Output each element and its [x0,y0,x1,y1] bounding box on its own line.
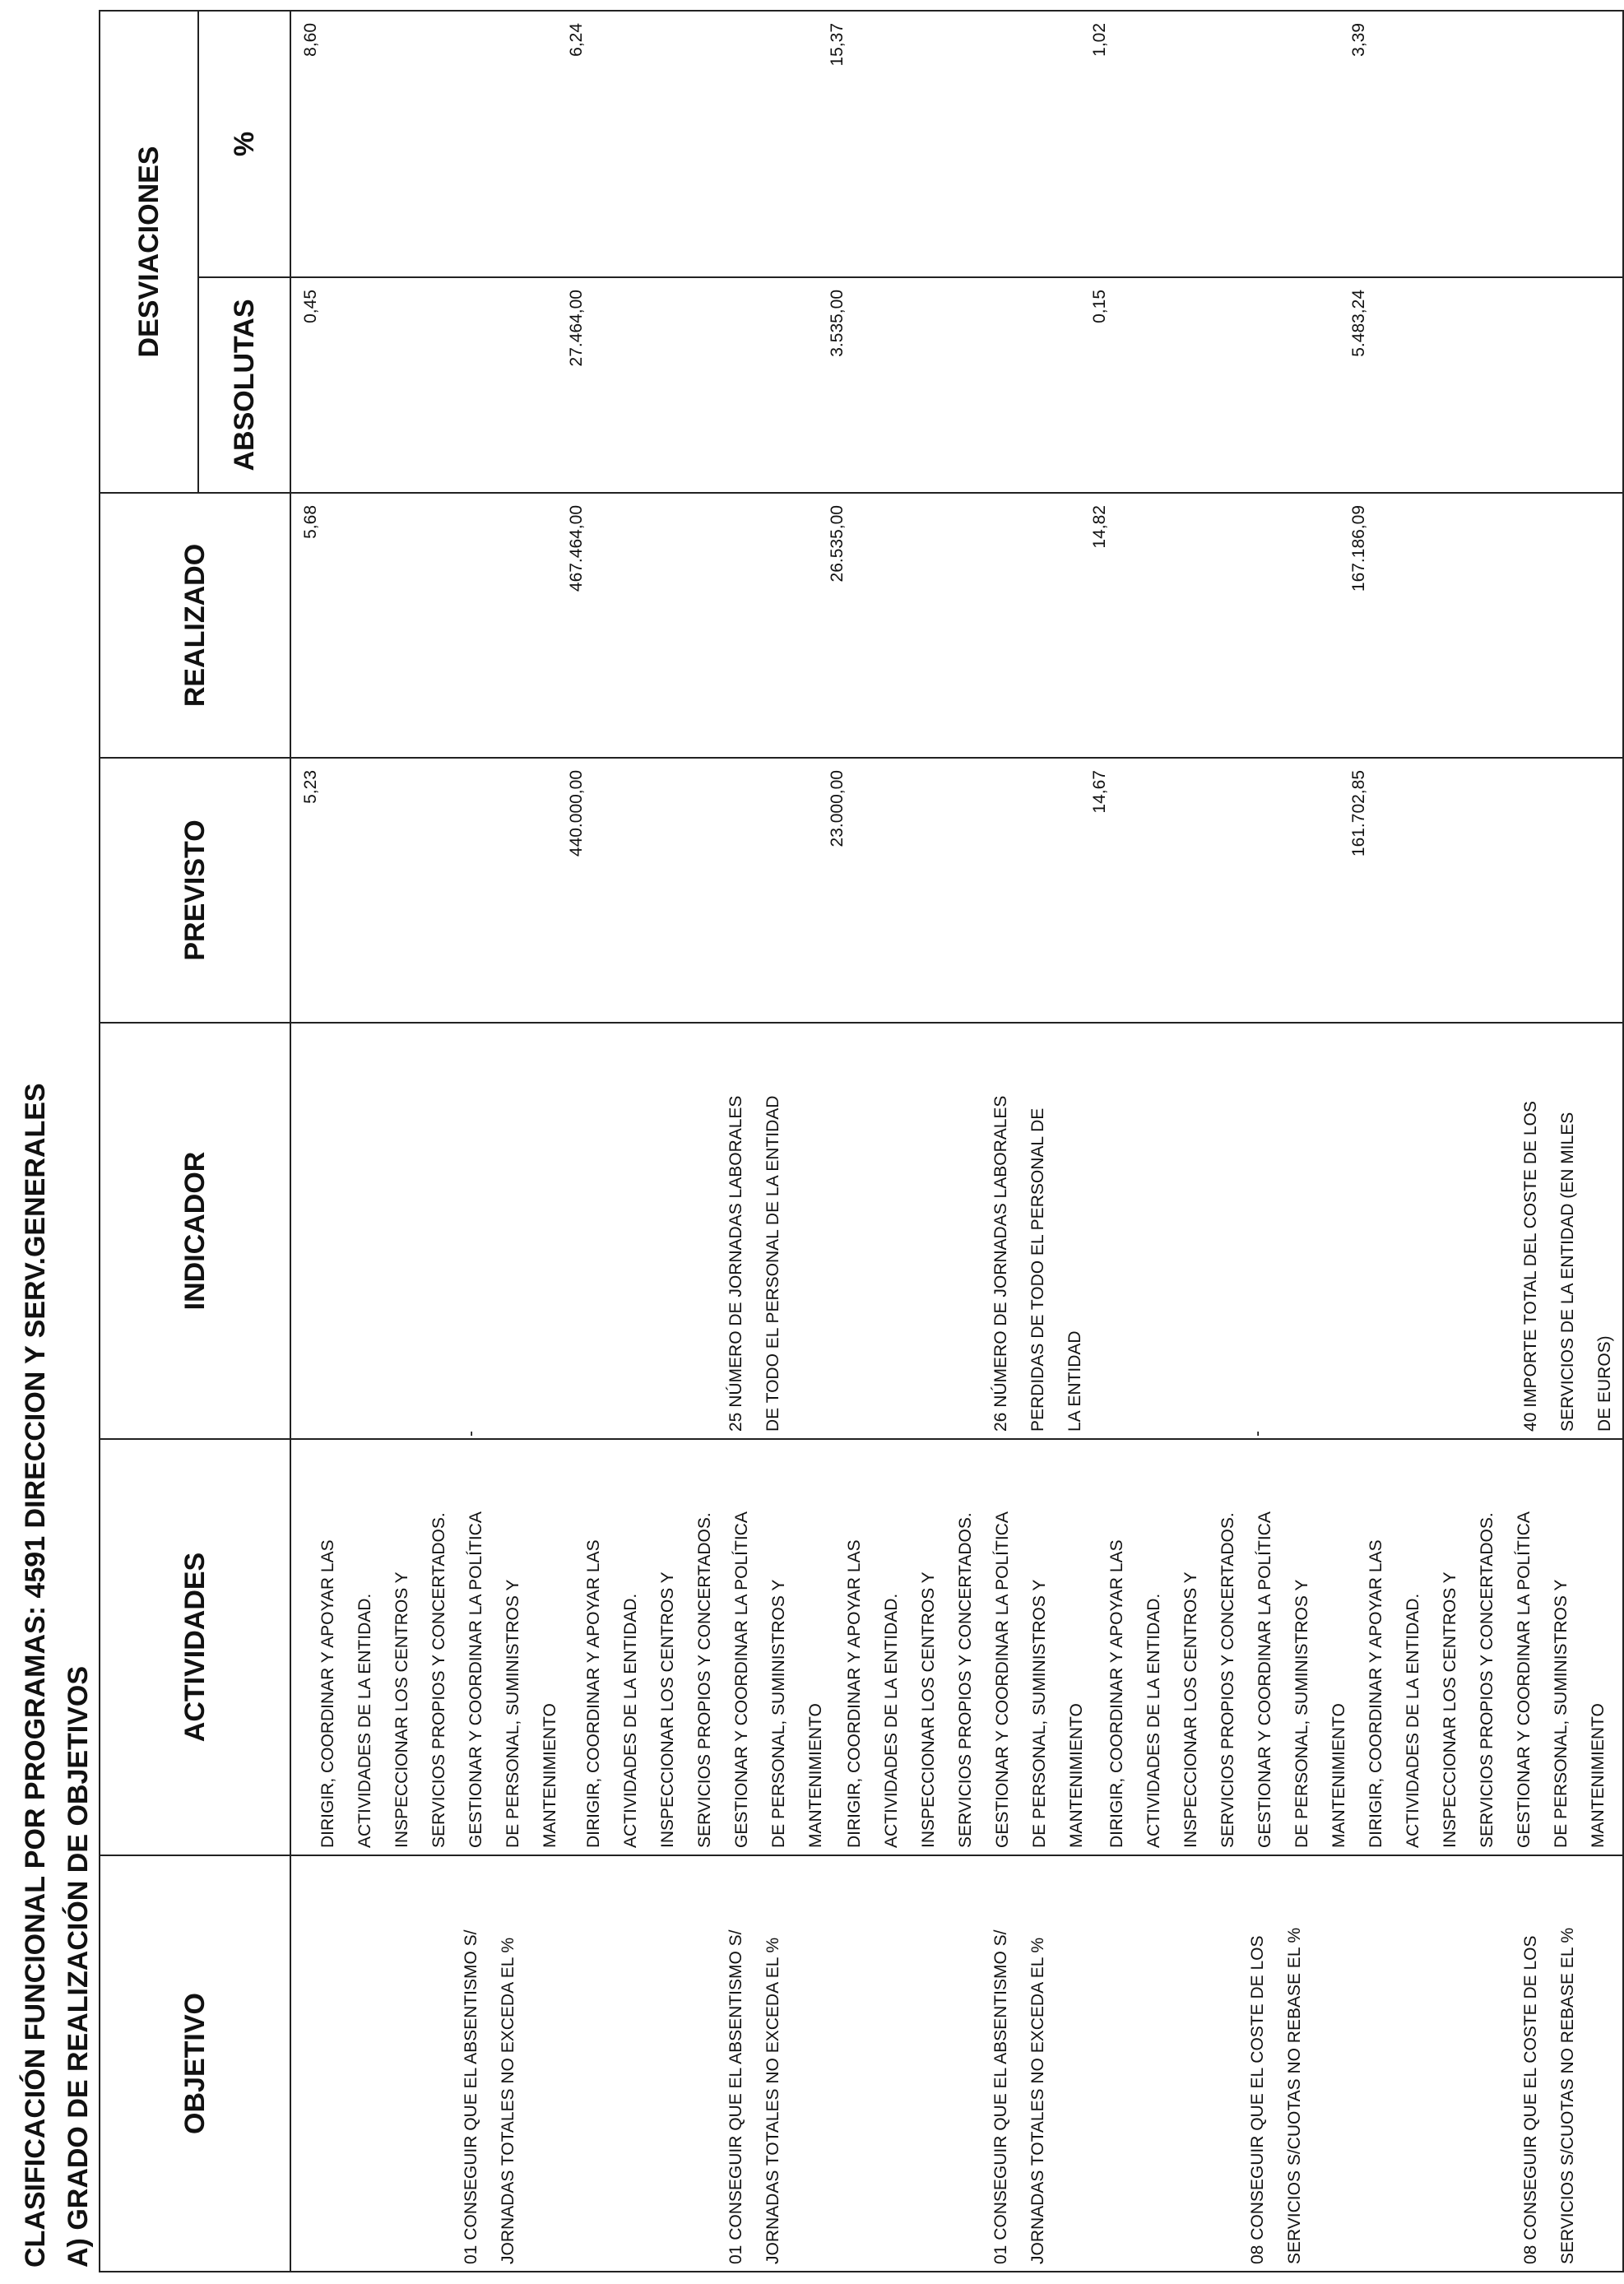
indicador-cell-line: DE TODO EL PERSONAL DE LA ENTIDAD [763,1095,782,1432]
previsto-value: 5,23 [301,770,320,804]
objetivo-cell-line: JORNADAS TOTALES NO EXCEDA EL % [499,1937,517,2264]
indicador-cell [452,1024,490,1438]
absolutas-value: 27.464,00 [567,290,586,367]
actividades-cell-line: INSPECCIONAR LOS CENTROS Y [1441,1571,1459,1848]
actividades-cell-line: DE PERSONAL, SUMINISTROS Y [503,1579,522,1848]
objetivo-cell [1239,1856,1313,2271]
actividades-cell-line: DE PERSONAL, SUMINISTROS Y [769,1579,788,1848]
actividades-cell-line: MANTENIMIENTO [1067,1703,1086,1848]
objetivo-cell-line: 01 CONSEGUIR QUE EL ABSENTISMO S/ [462,1929,480,2264]
objetivo-cell [717,1856,791,2271]
previsto-column [291,759,1622,1022]
previsto-value: 161.702,85 [1349,770,1368,857]
actividades-cell [575,1440,834,1855]
actividades-cell-line: SERVICIOS PROPIOS Y CONCERTADOS. [695,1512,714,1848]
page-title: CLASIFICACIÓN FUNCIONAL POR PROGRAMAS: 4591 DIRECCION Y SERV.GENERALES [20,1083,51,2268]
actividades-cell-line: SERVICIOS PROPIOS Y CONCERTADOS. [1478,1512,1496,1848]
objetivo-cell-line: JORNADAS TOTALES NO EXCEDA EL % [1028,1937,1047,2264]
indicador-cell-line: - [462,1431,480,1437]
previsto-value: 14,67 [1090,770,1109,814]
objetivo-cell-line: 08 CONSEGUIR QUE EL COSTE DE LOS [1248,1935,1267,2264]
actividades-cell-line: GESTIONAR Y COORDINAR LA POLÍTICA [466,1511,485,1848]
indicador-cell-line: SERVICIOS DE LA ENTIDAD (EN MILES [1558,1112,1577,1432]
objetivo-cell-line: JORNADAS TOTALES NO EXCEDA EL % [763,1937,782,2264]
objetivo-cell-line: SERVICIOS S/CUOTAS NO REBASE EL % [1558,1927,1577,2264]
objetivo-cell [982,1856,1056,2271]
actividades-cell-line: INSPECCIONAR LOS CENTROS Y [658,1571,677,1848]
actividades-cell-line: GESTIONAR Y COORDINAR LA POLÍTICA [732,1511,751,1848]
indicador-cell-line: 26 NÚMERO DE JORNADAS LABORALES [991,1095,1010,1432]
pct-column [291,12,1622,276]
actividades-cell-line: INSPECCIONAR LOS CENTROS Y [392,1571,411,1848]
objetivo-cell-line: 01 CONSEGUIR QUE EL ABSENTISMO S/ [991,1929,1010,2264]
actividades-cell [309,1440,568,1855]
indicador-cell-line: PERDIDAS DE TODO EL PERSONAL DE [1028,1107,1047,1432]
realizado-value: 14,82 [1090,505,1109,549]
header-realizado: REALIZADO [100,493,290,758]
actividades-cell-line: GESTIONAR Y COORDINAR LA POLÍTICA [1515,1511,1534,1848]
pct-value: 6,24 [567,22,586,57]
indicador-cell [982,1024,1093,1438]
indicador-column [291,1024,1622,1438]
actividades-cell-line: ACTIVIDADES DE LA ENTIDAD. [882,1593,901,1848]
pct-value: 8,60 [301,22,320,57]
actividades-cell-line: MANTENIMIENTO [1589,1703,1608,1848]
actividades-cell-line: SERVICIOS PROPIOS Y CONCERTADOS. [429,1512,448,1848]
indicador-cell [1512,1024,1623,1438]
indicador-cell-line: DE EUROS) [1595,1335,1614,1432]
realizado-value: 26.535,00 [828,505,847,583]
actividades-cell-line: ACTIVIDADES DE LA ENTIDAD. [1144,1593,1163,1848]
pct-value: 15,37 [828,22,847,67]
header-desviaciones: DESVIACIONES [100,11,198,493]
actividades-cell-line: ACTIVIDADES DE LA ENTIDAD. [1404,1593,1422,1848]
realizado-column [291,494,1622,757]
pct-value: 3,39 [1349,22,1368,57]
actividades-cell-line: ACTIVIDADES DE LA ENTIDAD. [621,1593,640,1848]
pct-value: 1,02 [1090,22,1109,57]
actividades-cell-line: DE PERSONAL, SUMINISTROS Y [1552,1579,1571,1848]
actividades-cell-line: DE PERSONAL, SUMINISTROS Y [1292,1579,1311,1848]
indicador-cell-line: - [1248,1431,1267,1437]
page-subtitle: A) GRADO DE REALIZACIÓN DE OBJETIVOS [63,1665,94,2268]
objetivo-cell-line: 08 CONSEGUIR QUE EL COSTE DE LOS [1521,1935,1540,2264]
objetivo-cell-line: SERVICIOS S/CUOTAS NO REBASE EL % [1285,1927,1304,2264]
absolutas-column [291,278,1622,492]
actividades-cell-line: GESTIONAR Y COORDINAR LA POLÍTICA [993,1511,1012,1848]
objetivo-cell [452,1856,527,2271]
actividades-cell-line: SERVICIOS PROPIOS Y CONCERTADOS. [956,1512,975,1848]
absolutas-value: 5.483,24 [1349,290,1368,357]
actividades-cell-line: DIRIGIR, COORDINAR Y APOYAR LAS [318,1539,337,1848]
actividades-cell-line: GESTIONAR Y COORDINAR LA POLÍTICA [1255,1511,1274,1848]
objectives-table [99,10,1624,2272]
actividades-cell-line: DIRIGIR, COORDINAR Y APOYAR LAS [1366,1539,1385,1848]
objetivo-cell [1512,1856,1586,2271]
header-absolutas: ABSOLUTAS [198,277,290,493]
objetivo-column [291,1856,1622,2271]
previsto-value: 440.000,00 [567,770,586,857]
absolutas-value: 0,45 [301,290,320,323]
actividades-cell-line: ACTIVIDADES DE LA ENTIDAD. [355,1593,374,1848]
indicador-cell-line: 25 NÚMERO DE JORNADAS LABORALES [726,1095,745,1432]
actividades-cell-line: MANTENIMIENTO [806,1703,825,1848]
actividades-cell-line: DIRIGIR, COORDINAR Y APOYAR LAS [845,1539,864,1848]
header-objetivo: OBJETIVO [100,1855,290,2272]
realizado-value: 467.464,00 [567,505,586,592]
actividades-column [291,1440,1622,1855]
absolutas-value: 0,15 [1090,290,1109,323]
header-previsto: PREVISTO [100,758,290,1023]
indicador-cell-line: LA ENTIDAD [1065,1330,1084,1432]
header-indicador: INDICADOR [100,1023,290,1439]
actividades-cell [836,1440,1095,1855]
actividades-cell-line: DIRIGIR, COORDINAR Y APOYAR LAS [584,1539,603,1848]
actividades-cell [1357,1440,1617,1855]
realizado-value: 5,68 [301,505,320,539]
realizado-value: 167.186,09 [1349,505,1368,592]
absolutas-value: 3.535,00 [828,290,847,357]
indicador-cell [717,1024,791,1438]
indicador-cell [1239,1024,1276,1438]
previsto-value: 23.000,00 [828,770,847,847]
actividades-cell [1098,1440,1357,1855]
actividades-cell-line: DIRIGIR, COORDINAR Y APOYAR LAS [1107,1539,1126,1848]
actividades-cell-line: MANTENIMIENTO [1329,1703,1348,1848]
actividades-cell-line: MANTENIMIENTO [541,1703,559,1848]
actividades-cell-line: INSPECCIONAR LOS CENTROS Y [919,1571,938,1848]
objetivo-cell-line: 01 CONSEGUIR QUE EL ABSENTISMO S/ [726,1929,745,2264]
header-pct: % [198,11,290,277]
actividades-cell-line: SERVICIOS PROPIOS Y CONCERTADOS. [1218,1512,1237,1848]
indicador-cell-line: 40 IMPORTE TOTAL DEL COSTE DE LOS [1521,1101,1540,1432]
actividades-cell-line: INSPECCIONAR LOS CENTROS Y [1181,1571,1200,1848]
actividades-cell-line: DE PERSONAL, SUMINISTROS Y [1030,1579,1049,1848]
header-actividades: ACTIVIDADES [100,1439,290,1855]
